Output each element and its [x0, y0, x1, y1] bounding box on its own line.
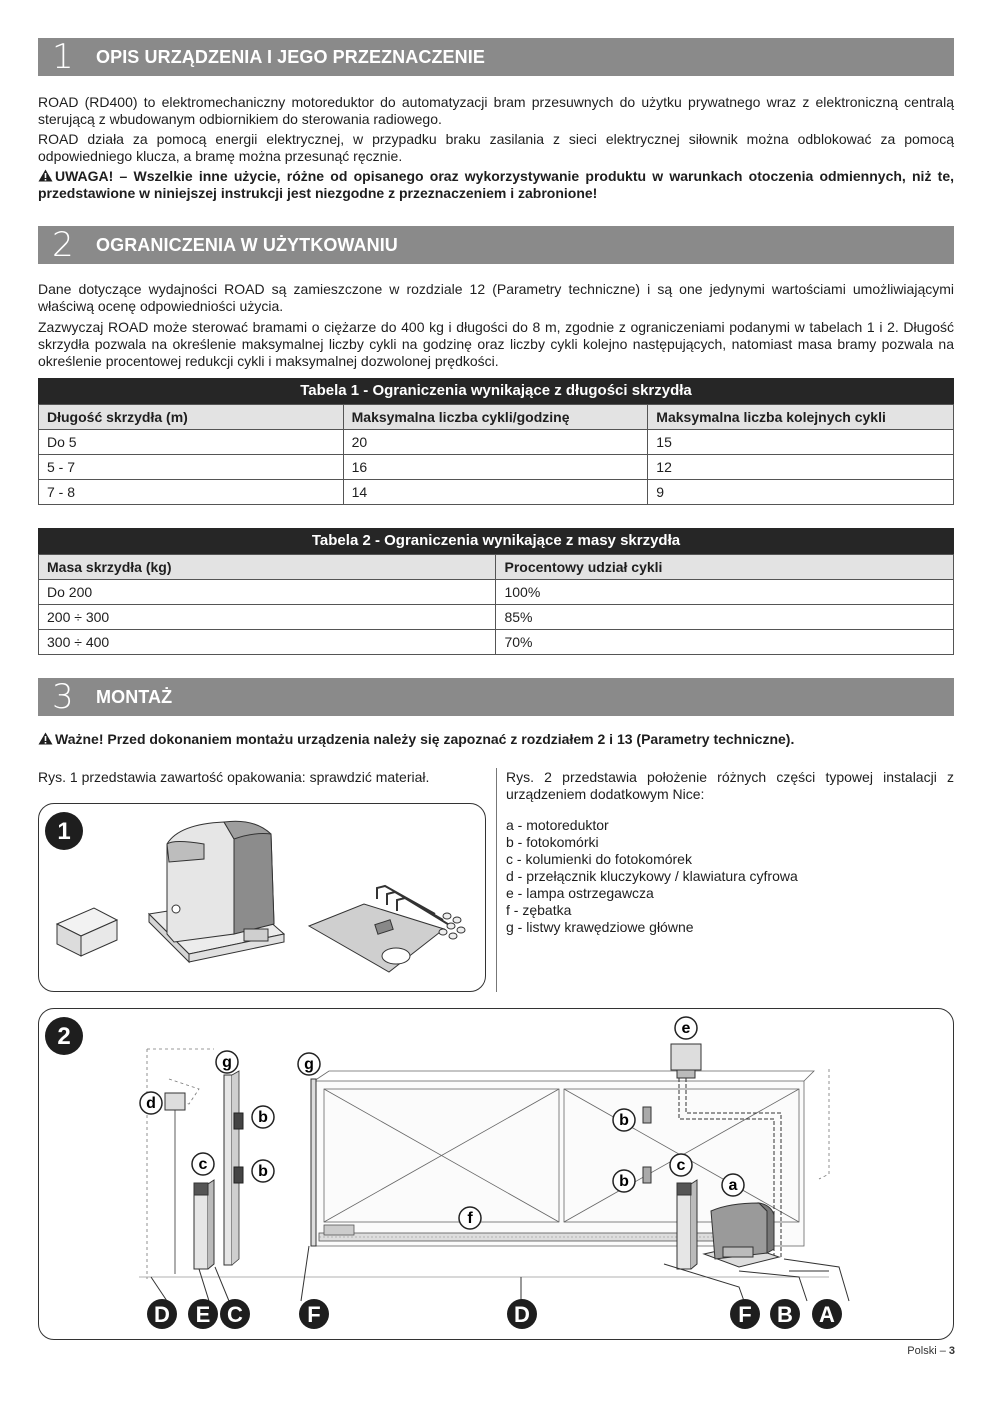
cable-badge-A	[812, 1299, 842, 1329]
s3-warning-text: Ważne! Przed dokonaniem montażu urządzenia należy się zapoznać z rozdziałem 2 i 13 (Parametry techniczne).	[55, 731, 795, 747]
table-2	[38, 528, 954, 655]
table-cell: 14	[343, 480, 648, 505]
callout-text: e	[681, 1020, 691, 1037]
s3-left-text: Rys. 1 przedstawia zawartość opakowania: sprawdzić materiał.	[38, 769, 430, 785]
s2-paragraph-2: Zazwyczaj ROAD może sterować bramami o ciężarze do 400 kg i długości do 8 m, zgodnie z ograniczeniami podanymi w tabelach 1 i 2. Długość skrzydła pozwala na określenie maksymalnej liczby cykli na godzinę oraz liczby cykli kolejno następujących, natomiast masa bramy pozwala na określenie procentowej redukcji cykli i maksymalnej dozwolonej prędkości.	[38, 319, 954, 369]
photocell-right-top	[643, 1107, 651, 1123]
section-title: OGRANICZENIA W UŻYTKOWANIU	[96, 235, 398, 255]
motor-gearbox	[704, 1203, 779, 1267]
table-header-row	[39, 405, 954, 430]
cable-badge-text: B	[777, 1302, 793, 1327]
section-title: OPIS URZĄDZENIA I JEGO PRZEZNACZENIE	[96, 47, 485, 67]
right-wall	[819, 1069, 829, 1179]
table-cell: 15	[648, 430, 954, 455]
s1-paragraph-1: ROAD (RD400) to elektromechaniczny motoreduktor do automatyzacji bram przesuwnych do użytku prywatnego wraz z elektroniczną centralą sterującą z wbudowanym odbiornikiem do sterowania radiowego.	[38, 94, 954, 127]
table-1	[38, 378, 954, 505]
washers-nuts	[439, 913, 465, 939]
cable-badge-text: D	[514, 1302, 530, 1327]
table-cell: 200 ÷ 300	[39, 605, 496, 630]
section-number: 3	[52, 677, 74, 717]
table-cell: 9	[648, 480, 954, 505]
callout-text: g	[222, 1054, 232, 1071]
table-row	[39, 455, 954, 480]
page-number: 3	[948, 1345, 955, 1357]
photocell-column-left	[194, 1180, 214, 1269]
table-row	[39, 430, 954, 455]
figure-badge-number: 1	[57, 818, 71, 845]
callout-g-left	[216, 1051, 238, 1073]
table-cell: Do 200	[39, 580, 496, 605]
s1-paragraph-2: ROAD działa za pomocą energii elektrycznej, w przypadku braku zasilania z sieci elektrycznej siłownik można odblokować za pomocą odpowiedniego klucza, a bramę można przesunąć ręcznie.	[38, 131, 954, 164]
table-cell: 16	[343, 455, 648, 480]
table-header: Długość skrzydła (m)	[39, 405, 344, 430]
key-selector	[165, 1093, 185, 1110]
table-header: Procentowy udział cykli	[496, 555, 954, 580]
callout-text: d	[146, 1095, 156, 1112]
section-number: 1	[52, 37, 74, 77]
table-row	[39, 580, 954, 605]
table-row	[39, 630, 954, 655]
cable-badge-B	[770, 1299, 800, 1329]
table-cell: 5 - 7	[39, 455, 344, 480]
table-cell: 85%	[496, 605, 954, 630]
photocell-column-right	[677, 1180, 697, 1269]
footer-language: Polski –	[907, 1345, 949, 1357]
section-2-header	[38, 226, 954, 264]
table-header: Masa skrzydła (kg)	[39, 555, 496, 580]
photocell-left-top	[234, 1113, 243, 1129]
s1-warning	[38, 168, 954, 202]
table-cell: 7 - 8	[39, 480, 344, 505]
legend-item: d - przełącznik kluczykowy / klawiatura cyfrowa	[506, 868, 798, 884]
cable-badge-D	[147, 1299, 177, 1329]
table-row	[39, 480, 954, 505]
cable-badge-text: E	[195, 1302, 211, 1327]
callout-text: f	[467, 1210, 473, 1227]
table-cell: 70%	[496, 630, 954, 655]
table-row	[39, 605, 954, 630]
figure-1-package-contents	[38, 803, 486, 992]
figure-2-installation	[38, 1008, 954, 1340]
cable-badge-C	[220, 1299, 250, 1329]
callout-b-3	[613, 1109, 635, 1131]
table-header-row	[39, 555, 954, 580]
table-cell: 20	[343, 430, 648, 455]
cable-badge-E	[188, 1299, 218, 1329]
s3-warning	[38, 731, 954, 748]
callout-text: c	[198, 1156, 208, 1173]
legend-item: f - zębatka	[506, 902, 572, 918]
callout-f	[459, 1207, 481, 1229]
cable-badge-text: F	[738, 1302, 752, 1327]
edge-strip-pillar	[224, 1075, 232, 1265]
callout-c-right	[670, 1154, 692, 1176]
table-1-caption: Tabela 1 - Ograniczenia wynikające z długości skrzydła	[38, 378, 954, 404]
legend-item: e - lampa ostrzegawcza	[506, 885, 654, 901]
table-cell: 100%	[496, 580, 954, 605]
remote-box	[57, 908, 117, 956]
page-footer	[907, 1345, 955, 1357]
table-cell: Do 5	[39, 430, 344, 455]
cable-badge-text: C	[227, 1302, 243, 1327]
callout-text: c	[676, 1157, 686, 1174]
callout-b-1	[252, 1106, 274, 1128]
cable-badge-text: D	[154, 1302, 170, 1327]
table-cell: 300 ÷ 400	[39, 630, 496, 655]
legend-item: g - listwy krawędziowe główne	[506, 919, 694, 935]
table-cell: 12	[648, 455, 954, 480]
callout-text: g	[304, 1056, 314, 1073]
callout-b-2	[252, 1160, 274, 1182]
table-header: Maksymalna liczba kolejnych cykli	[648, 405, 954, 430]
callout-c-left	[192, 1153, 214, 1175]
s3-right-text: Rys. 2 przedstawia położenie różnych części typowej instalacji z urządzeniem dodatkowym Nice:	[506, 769, 954, 802]
cable-badge-text: F	[307, 1302, 321, 1327]
callout-text: b	[258, 1163, 268, 1180]
cable-badge-F	[299, 1299, 329, 1329]
figure-1-drawing	[39, 804, 487, 993]
section-1-header	[38, 38, 954, 76]
photocell-right-bottom	[643, 1167, 651, 1183]
s3-right-column	[506, 769, 954, 936]
section-title: MONTAŻ	[96, 687, 173, 707]
s2-paragraph-1: Dane dotyczące wydajności ROAD są zamieszczone w rozdziale 12 (Parametry techniczne) i są one jedynymi wartościami umożliwiającymi właściwą ocenę odpowiedniości użycia.	[38, 281, 954, 314]
callout-text: b	[619, 1112, 629, 1129]
table-2-caption: Tabela 2 - Ograniczenia wynikające z masy skrzydła	[38, 528, 954, 554]
callout-e	[675, 1017, 697, 1039]
legend-item: c - kolumienki do fotokomórek	[506, 851, 692, 867]
callout-d	[140, 1092, 162, 1114]
callout-text: b	[619, 1173, 629, 1190]
legend-list	[506, 817, 954, 936]
motor-unit	[149, 821, 284, 962]
callout-a	[722, 1174, 744, 1196]
callout-g-right	[298, 1053, 320, 1075]
section-3-header	[38, 678, 954, 716]
mounting-plate	[309, 904, 444, 972]
figure-badge-number: 2	[57, 1023, 71, 1050]
callout-text: a	[728, 1177, 738, 1194]
column-divider	[496, 768, 497, 992]
photocell-left-bottom	[234, 1167, 243, 1183]
callout-b-4	[613, 1170, 635, 1192]
callout-text: b	[258, 1109, 268, 1126]
warning-icon	[38, 732, 53, 745]
table-header: Maksymalna liczba cykli/godzinę	[343, 405, 648, 430]
warning-icon	[38, 169, 53, 182]
legend-item: a - motoreduktor	[506, 817, 609, 833]
legend-item: b - fotokomórki	[506, 834, 599, 850]
section-number: 2	[52, 225, 74, 265]
cable-badge-F	[730, 1299, 760, 1329]
cable-badge-D	[507, 1299, 537, 1329]
s1-warning-text: UWAGA! – Wszelkie inne użycie, różne od opisanego oraz wykorzystywanie produktu w warunkach otoczenia odmiennych, niż te, przedstawione w niniejszej instrukcji jest niezgodne z przeznaczeniem i zabronione!	[38, 168, 954, 201]
edge-strip-gate	[311, 1079, 316, 1246]
warning-lamp	[671, 1044, 701, 1078]
cable-badge-text: A	[819, 1302, 835, 1327]
figure-2-drawing	[39, 1009, 955, 1341]
